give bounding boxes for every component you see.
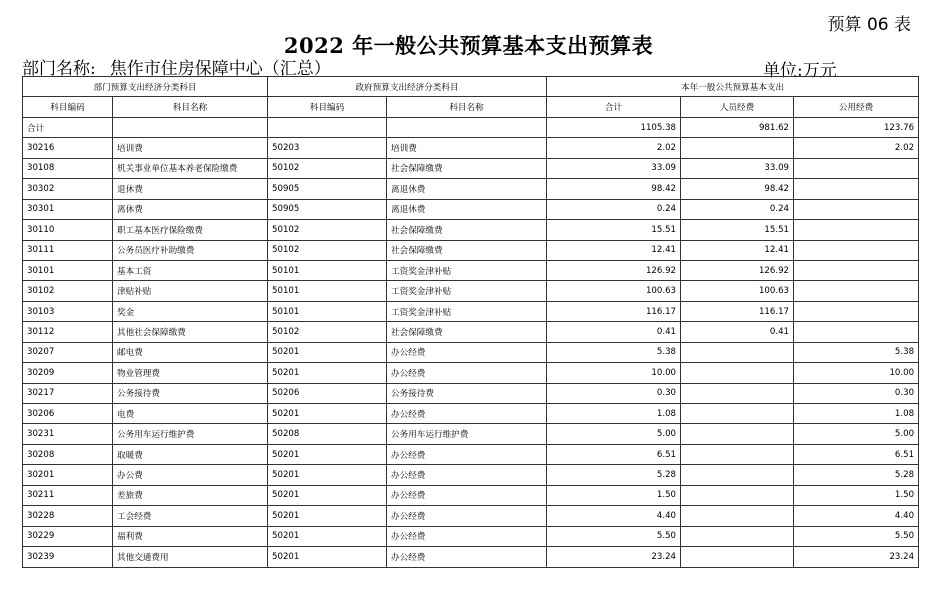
cell-dept-name: 工会经费 [113, 506, 268, 526]
cell-public: 5.38 [794, 342, 919, 362]
total-public: 123.76 [794, 117, 919, 137]
cell-personnel: 33.09 [681, 158, 794, 178]
cell-public: 4.40 [794, 506, 919, 526]
cell-dept-name: 奖金 [113, 301, 268, 321]
cell-gov-code: 50201 [268, 526, 387, 546]
cell-gov-code: 50203 [268, 138, 387, 158]
cell-dept-code: 30208 [23, 444, 113, 464]
cell-personnel [681, 547, 794, 567]
cell-public [794, 220, 919, 240]
unit-value: 万元 [802, 61, 837, 81]
cell-personnel [681, 526, 794, 546]
cell-gov-name: 社会保障缴费 [387, 240, 547, 260]
header-dept-code: 科目编码 [23, 97, 113, 117]
table-row [23, 526, 919, 546]
cell-gov-code: 50102 [268, 240, 387, 260]
cell-dept-name: 其他交通费用 [113, 547, 268, 567]
cell-dept-code: 30231 [23, 424, 113, 444]
cell-total: 0.24 [547, 199, 681, 219]
cell-personnel: 126.92 [681, 260, 794, 280]
cell-dept-name: 公务接待费 [113, 383, 268, 403]
cell-dept-code: 30103 [23, 301, 113, 321]
total-row [23, 117, 919, 137]
cell-personnel [681, 485, 794, 505]
cell-gov-code: 50101 [268, 260, 387, 280]
unit-label: 单位: [763, 61, 803, 81]
table-row [23, 404, 919, 424]
cell-personnel: 12.41 [681, 240, 794, 260]
cell-total: 1.08 [547, 404, 681, 424]
cell-gov-code: 50201 [268, 485, 387, 505]
cell-gov-code: 50905 [268, 179, 387, 199]
cell-personnel: 0.41 [681, 322, 794, 342]
cell-gov-code: 50201 [268, 363, 387, 383]
cell-dept-code: 30111 [23, 240, 113, 260]
cell-total: 116.17 [547, 301, 681, 321]
cell-gov-code: 50102 [268, 322, 387, 342]
cell-dept-name: 差旅费 [113, 485, 268, 505]
cell-public: 0.30 [794, 383, 919, 403]
cell-total: 33.09 [547, 158, 681, 178]
cell-gov-name: 公务用车运行维护费 [387, 424, 547, 444]
cell-gov-code: 50201 [268, 342, 387, 362]
cell-gov-code: 50201 [268, 506, 387, 526]
cell-public [794, 240, 919, 260]
cell-dept-code: 30217 [23, 383, 113, 403]
cell-public: 5.50 [794, 526, 919, 546]
cell-dept-name: 其他社会保障缴费 [113, 322, 268, 342]
cell-public: 5.00 [794, 424, 919, 444]
cell-dept-name: 机关事业单位基本养老保险缴费 [113, 158, 268, 178]
table-row [23, 199, 919, 219]
cell-personnel [681, 506, 794, 526]
cell-dept-name: 离休费 [113, 199, 268, 219]
cell-public [794, 260, 919, 280]
cell-dept-code: 30229 [23, 526, 113, 546]
table-row [23, 383, 919, 403]
cell-total: 100.63 [547, 281, 681, 301]
cell-gov-name: 工资奖金津补贴 [387, 281, 547, 301]
cell-gov-code: 50101 [268, 281, 387, 301]
cell-total: 6.51 [547, 444, 681, 464]
table-row [23, 485, 919, 505]
cell-gov-name: 办公经费 [387, 444, 547, 464]
cell-gov-name: 办公经费 [387, 506, 547, 526]
budget-table [22, 76, 919, 568]
header-group-row [23, 77, 919, 97]
table-row [23, 322, 919, 342]
cell-gov-code: 50201 [268, 444, 387, 464]
cell-public [794, 322, 919, 342]
cell-gov-code: 50102 [268, 220, 387, 240]
cell-dept-name: 退休费 [113, 179, 268, 199]
header-column-row [23, 97, 919, 117]
cell-dept-name: 福利费 [113, 526, 268, 546]
cell-dept-name: 津贴补贴 [113, 281, 268, 301]
header-gov-group: 政府预算支出经济分类科目 [268, 77, 547, 97]
cell-dept-code: 30110 [23, 220, 113, 240]
table-row [23, 424, 919, 444]
cell-dept-code: 30301 [23, 199, 113, 219]
cell-public [794, 199, 919, 219]
empty-cell [268, 117, 387, 137]
header-public: 公用经费 [794, 97, 919, 117]
cell-total: 0.30 [547, 383, 681, 403]
header-total: 合计 [547, 97, 681, 117]
table-row [23, 260, 919, 280]
table-row [23, 220, 919, 240]
cell-dept-name: 电费 [113, 404, 268, 424]
cell-gov-code: 50905 [268, 199, 387, 219]
cell-personnel [681, 465, 794, 485]
cell-dept-code: 30228 [23, 506, 113, 526]
cell-personnel [681, 383, 794, 403]
cell-total: 2.02 [547, 138, 681, 158]
cell-public: 2.02 [794, 138, 919, 158]
cell-gov-code: 50206 [268, 383, 387, 403]
cell-dept-code: 30211 [23, 485, 113, 505]
cell-total: 4.40 [547, 506, 681, 526]
cell-dept-code: 30207 [23, 342, 113, 362]
empty-cell [113, 117, 268, 137]
header-gov-code: 科目编码 [268, 97, 387, 117]
cell-dept-code: 30239 [23, 547, 113, 567]
table-row [23, 506, 919, 526]
cell-public [794, 301, 919, 321]
cell-public: 1.50 [794, 485, 919, 505]
cell-public: 6.51 [794, 444, 919, 464]
cell-personnel: 116.17 [681, 301, 794, 321]
cell-personnel [681, 363, 794, 383]
total-amount: 1105.38 [547, 117, 681, 137]
cell-dept-code: 30108 [23, 158, 113, 178]
table-row [23, 301, 919, 321]
cell-total: 5.28 [547, 465, 681, 485]
cell-total: 12.41 [547, 240, 681, 260]
cell-dept-name: 公务用车运行维护费 [113, 424, 268, 444]
cell-personnel [681, 138, 794, 158]
table-row [23, 158, 919, 178]
cell-public [794, 179, 919, 199]
cell-dept-code: 30101 [23, 260, 113, 280]
cell-dept-code: 30112 [23, 322, 113, 342]
header-dept-name: 科目名称 [113, 97, 268, 117]
cell-total: 5.00 [547, 424, 681, 444]
cell-dept-code: 30302 [23, 179, 113, 199]
cell-personnel: 15.51 [681, 220, 794, 240]
page-title: 2022 年一般公共预算基本支出预算表 [283, 33, 654, 58]
cell-public [794, 281, 919, 301]
cell-dept-code: 30206 [23, 404, 113, 424]
cell-dept-name: 邮电费 [113, 342, 268, 362]
cell-total: 5.38 [547, 342, 681, 362]
cell-total: 126.92 [547, 260, 681, 280]
cell-gov-code: 50208 [268, 424, 387, 444]
cell-gov-code: 50201 [268, 547, 387, 567]
cell-gov-name: 社会保障缴费 [387, 158, 547, 178]
cell-gov-name: 办公经费 [387, 363, 547, 383]
table-row [23, 547, 919, 567]
cell-gov-code: 50201 [268, 465, 387, 485]
cell-gov-name: 办公经费 [387, 547, 547, 567]
cell-gov-name: 工资奖金津补贴 [387, 260, 547, 280]
cell-total: 98.42 [547, 179, 681, 199]
table-row [23, 179, 919, 199]
cell-total: 1.50 [547, 485, 681, 505]
cell-gov-name: 培训费 [387, 138, 547, 158]
cell-dept-name: 公务员医疗补助缴费 [113, 240, 268, 260]
cell-public: 10.00 [794, 363, 919, 383]
cell-personnel [681, 342, 794, 362]
cell-gov-name: 办公经费 [387, 404, 547, 424]
header-gov-name: 科目名称 [387, 97, 547, 117]
cell-personnel: 0.24 [681, 199, 794, 219]
header-budget-group: 本年一般公共预算基本支出 [547, 77, 919, 97]
table-row [23, 342, 919, 362]
cell-gov-name: 离退休费 [387, 199, 547, 219]
cell-dept-code: 30201 [23, 465, 113, 485]
cell-gov-name: 社会保障缴费 [387, 322, 547, 342]
header-personnel: 人员经费 [681, 97, 794, 117]
cell-dept-name: 培训费 [113, 138, 268, 158]
cell-gov-name: 办公经费 [387, 342, 547, 362]
cell-gov-name: 办公经费 [387, 526, 547, 546]
cell-public: 5.28 [794, 465, 919, 485]
total-personnel: 981.62 [681, 117, 794, 137]
department-value: 焦作市住房保障中心（汇总） [109, 59, 331, 79]
header-dept-group: 部门预算支出经济分类科目 [23, 77, 268, 97]
cell-gov-name: 工资奖金津补贴 [387, 301, 547, 321]
department-label: 部门名称: [22, 59, 96, 79]
table-row [23, 363, 919, 383]
cell-dept-name: 办公费 [113, 465, 268, 485]
cell-gov-code: 50101 [268, 301, 387, 321]
cell-dept-code: 30102 [23, 281, 113, 301]
cell-gov-name: 离退休费 [387, 179, 547, 199]
cell-gov-code: 50102 [268, 158, 387, 178]
cell-public: 1.08 [794, 404, 919, 424]
table-row [23, 240, 919, 260]
cell-gov-code: 50201 [268, 404, 387, 424]
table-row [23, 281, 919, 301]
table-row [23, 138, 919, 158]
cell-public [794, 158, 919, 178]
cell-total: 5.50 [547, 526, 681, 546]
cell-gov-name: 社会保障缴费 [387, 220, 547, 240]
cell-personnel: 98.42 [681, 179, 794, 199]
cell-dept-name: 物业管理费 [113, 363, 268, 383]
cell-personnel [681, 424, 794, 444]
cell-total: 15.51 [547, 220, 681, 240]
cell-public: 23.24 [794, 547, 919, 567]
cell-dept-name: 取暖费 [113, 444, 268, 464]
empty-cell [387, 117, 547, 137]
cell-personnel [681, 404, 794, 424]
table-row [23, 465, 919, 485]
cell-dept-code: 30216 [23, 138, 113, 158]
cell-dept-name: 基本工资 [113, 260, 268, 280]
total-label: 合计 [23, 117, 113, 137]
cell-total: 0.41 [547, 322, 681, 342]
cell-gov-name: 办公经费 [387, 485, 547, 505]
cell-dept-code: 30209 [23, 363, 113, 383]
cell-personnel: 100.63 [681, 281, 794, 301]
cell-gov-name: 公务接待费 [387, 383, 547, 403]
cell-total: 10.00 [547, 363, 681, 383]
cell-personnel [681, 444, 794, 464]
cell-total: 23.24 [547, 547, 681, 567]
form-number: 预算 06 表 [827, 15, 911, 35]
cell-gov-name: 办公经费 [387, 465, 547, 485]
table-row [23, 444, 919, 464]
cell-dept-name: 职工基本医疗保险缴费 [113, 220, 268, 240]
